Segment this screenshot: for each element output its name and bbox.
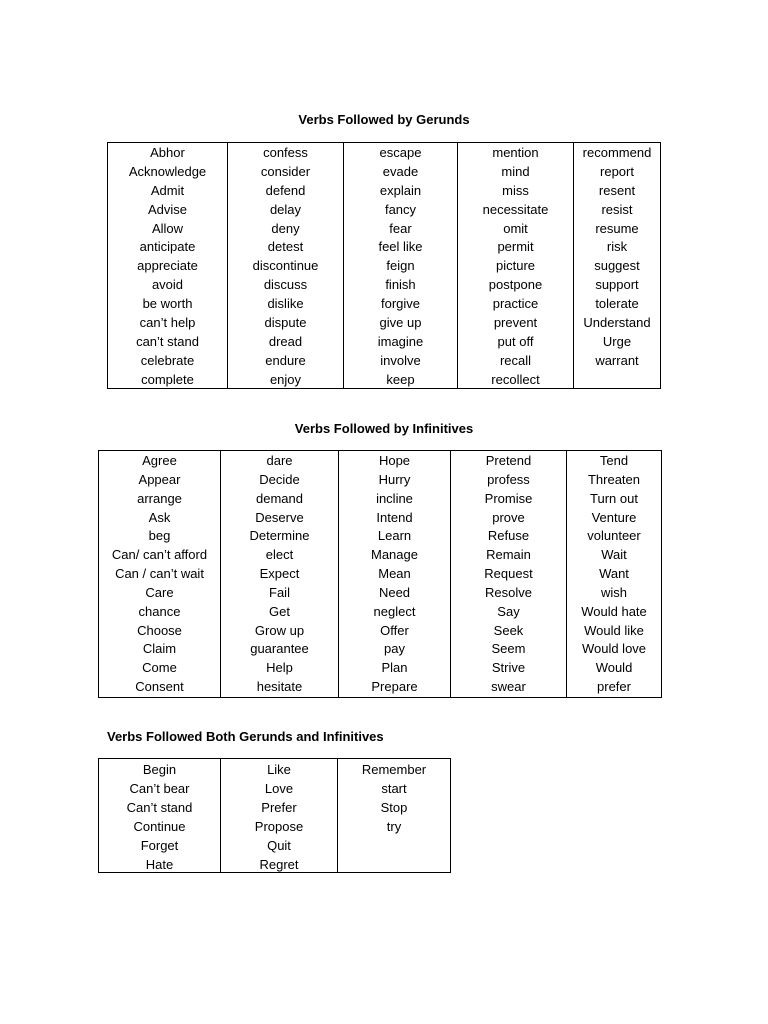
verb-cell: delay <box>269 201 302 217</box>
table-column <box>458 143 574 388</box>
section-title-both: Verbs Followed Both Gerunds and Infinitives <box>107 729 384 744</box>
verb-cell: imagine <box>377 333 424 349</box>
table-column <box>344 143 458 388</box>
verb-cell: recall <box>499 352 532 368</box>
table-column <box>228 143 344 388</box>
verb-cell: Propose <box>254 819 304 834</box>
verb-cell: Seek <box>493 622 524 638</box>
verb-cell: risk <box>606 239 628 255</box>
both-table <box>98 758 451 873</box>
gerunds-table <box>107 142 661 389</box>
verb-cell: hesitate <box>256 679 303 695</box>
verb-cell: recommend <box>582 145 652 160</box>
verb-cell: Can / can’t wait <box>115 566 204 582</box>
verb-cell: involve <box>380 352 421 368</box>
verb-cell: Grow up <box>254 622 305 638</box>
verb-cell: detest <box>267 239 304 255</box>
verb-cell: tolerate <box>595 296 639 312</box>
verb-cell: Say <box>497 603 520 619</box>
verb-cell: try <box>386 819 402 834</box>
verb-cell: escape <box>379 145 422 160</box>
verb-cell: Would <box>595 660 633 676</box>
verb-cell: Request <box>484 566 533 582</box>
verb-cell: Come <box>142 660 177 676</box>
verb-cell: appreciate <box>137 258 198 274</box>
verb-cell: volunteer <box>587 528 641 544</box>
section-title-gerunds: Verbs Followed by Gerunds <box>298 112 470 127</box>
verb-cell: avoid <box>151 277 184 293</box>
verb-cell: Like <box>267 762 291 777</box>
verb-cell: Venture <box>591 509 637 525</box>
verb-cell: Hope <box>378 453 411 468</box>
verb-cell: guarantee <box>250 641 309 657</box>
verb-cell: recollect <box>491 371 540 387</box>
verb-cell: postpone <box>488 277 543 293</box>
verb-cell: resent <box>598 182 636 198</box>
verb-cell: Forget <box>140 838 179 853</box>
verb-cell: Quit <box>267 838 291 853</box>
verb-cell: picture <box>495 258 536 274</box>
verb-cell: Threaten <box>587 471 641 487</box>
verb-cell: Advise <box>147 201 188 217</box>
section-title-infinitives: Verbs Followed by Infinitives <box>294 421 474 436</box>
verb-cell: Hate <box>145 857 174 872</box>
verb-cell: pay <box>384 641 405 657</box>
verb-cell: can’t stand <box>136 333 199 349</box>
verb-cell: Admit <box>150 182 185 198</box>
verb-cell: Would like <box>584 622 644 638</box>
verb-cell: resist <box>601 201 633 217</box>
verb-cell: Prepare <box>371 679 418 695</box>
verb-cell: Refuse <box>487 528 530 544</box>
verb-cell: Decide <box>259 471 300 487</box>
verb-cell: Determine <box>249 528 310 544</box>
verb-cell: enjoy <box>269 371 302 387</box>
verb-cell: Can’t stand <box>126 800 193 815</box>
table-column <box>99 451 221 697</box>
verb-cell: chance <box>138 603 181 619</box>
verb-cell: report <box>600 163 634 179</box>
verb-cell: Plan <box>381 660 408 676</box>
verb-cell: feign <box>386 258 415 274</box>
verb-cell: Can’t bear <box>129 781 190 796</box>
verb-cell: Hurry <box>378 471 411 487</box>
verb-cell: Deserve <box>255 509 304 525</box>
verb-cell: Resolve <box>485 584 532 600</box>
verb-cell: Prefer <box>261 800 297 815</box>
verb-cell: Care <box>145 584 174 600</box>
verb-cell: omit <box>503 220 528 236</box>
verb-cell: give up <box>379 315 422 331</box>
verb-cell: prefer <box>597 679 631 695</box>
verb-cell: Seem <box>491 641 526 657</box>
verb-cell: Strive <box>491 660 526 676</box>
verb-cell: discontinue <box>252 258 319 274</box>
verb-cell: miss <box>502 182 529 198</box>
verb-cell: Begin <box>142 762 177 777</box>
verb-cell: Love <box>264 781 294 796</box>
table-column <box>451 451 567 697</box>
verb-cell: Remain <box>486 547 531 563</box>
verb-cell: put off <box>497 333 534 349</box>
verb-cell: explain <box>379 182 422 198</box>
verb-cell: Ask <box>148 509 171 525</box>
verb-cell: defend <box>265 182 306 198</box>
verb-cell: Expect <box>259 566 300 582</box>
verb-cell: dislike <box>267 296 304 312</box>
verb-cell: finish <box>385 277 416 293</box>
verb-cell: elect <box>265 547 294 563</box>
table-column <box>99 759 221 872</box>
verb-cell: neglect <box>373 603 416 619</box>
verb-cell: complete <box>141 371 194 387</box>
verb-cell: Fail <box>269 584 290 600</box>
verb-cell: Want <box>599 566 629 582</box>
verb-cell: necessitate <box>482 201 549 217</box>
verb-cell: anticipate <box>139 239 196 255</box>
verb-cell: Mean <box>378 566 411 582</box>
verb-cell: Choose <box>137 622 182 638</box>
verb-cell: Urge <box>602 333 632 349</box>
verb-cell: Would love <box>581 641 647 657</box>
verb-cell: keep <box>386 371 415 387</box>
verb-cell: Help <box>266 660 293 676</box>
verb-cell: Continue <box>133 819 186 834</box>
verb-cell: resume <box>595 220 639 236</box>
verb-cell: Can/ can’t afford <box>111 547 208 563</box>
verb-cell: Abhor <box>150 145 185 160</box>
verb-cell: prove <box>492 509 525 525</box>
verb-cell: Manage <box>371 547 418 563</box>
table-column <box>567 451 661 697</box>
verb-cell: evade <box>382 163 419 179</box>
verb-cell: fancy <box>384 201 417 217</box>
verb-cell: discuss <box>263 277 308 293</box>
verb-cell: be worth <box>142 296 193 312</box>
verb-cell: Stop <box>380 800 408 815</box>
verb-cell: Intend <box>376 509 413 525</box>
verb-cell: Get <box>269 603 290 619</box>
verb-cell: consider <box>260 163 311 179</box>
verb-cell: support <box>595 277 639 293</box>
verb-cell: Offer <box>380 622 409 638</box>
verb-cell: Regret <box>259 857 299 872</box>
verb-cell: permit <box>497 239 534 255</box>
table-column <box>574 143 660 388</box>
verb-cell: fear <box>389 220 412 236</box>
verb-cell: demand <box>256 490 303 506</box>
verb-cell: Pretend <box>485 453 532 468</box>
table-column <box>108 143 228 388</box>
verb-cell: Claim <box>142 641 177 657</box>
verb-cell: incline <box>376 490 413 506</box>
verb-cell: deny <box>271 220 300 236</box>
verb-cell: wish <box>600 584 627 600</box>
verb-cell: suggest <box>594 258 640 274</box>
verb-cell: Acknowledge <box>128 163 207 179</box>
verb-cell: feel like <box>378 239 423 255</box>
verb-cell: arrange <box>137 490 182 506</box>
verb-cell: swear <box>491 679 526 695</box>
verb-cell: confess <box>263 145 308 160</box>
verb-cell: Learn <box>377 528 412 544</box>
verb-cell: celebrate <box>140 352 195 368</box>
verb-cell: Consent <box>135 679 184 695</box>
verb-cell: profess <box>487 471 530 487</box>
table-column <box>221 451 339 697</box>
verb-cell: Would hate <box>581 603 647 619</box>
verb-cell: warrant <box>595 352 639 368</box>
table-column <box>338 759 450 872</box>
verb-cell: prevent <box>493 315 538 331</box>
verb-cell: Allow <box>151 220 184 236</box>
verb-cell: Remember <box>361 762 427 777</box>
verb-cell: dare <box>266 453 293 468</box>
verb-cell: beg <box>148 528 171 544</box>
verb-cell: practice <box>492 296 539 312</box>
verb-cell: Tend <box>599 453 629 468</box>
verb-cell: mind <box>501 163 530 179</box>
verb-cell: can’t help <box>139 315 196 331</box>
verb-cell: start <box>381 781 407 796</box>
verb-cell: Turn out <box>590 490 638 506</box>
verb-cell: Understand <box>583 315 651 331</box>
verb-cell: dispute <box>264 315 307 331</box>
table-column <box>221 759 338 872</box>
verb-cell: endure <box>265 352 306 368</box>
table-column <box>339 451 451 697</box>
verb-cell: Wait <box>601 547 627 563</box>
verb-cell: mention <box>492 145 539 160</box>
verb-cell: forgive <box>380 296 421 312</box>
verb-cell: Need <box>378 584 411 600</box>
infinitives-table <box>98 450 662 698</box>
verb-cell: dread <box>268 333 303 349</box>
verb-cell: Appear <box>138 471 181 487</box>
verb-cell: Agree <box>142 453 177 468</box>
verb-cell: Promise <box>484 490 533 506</box>
